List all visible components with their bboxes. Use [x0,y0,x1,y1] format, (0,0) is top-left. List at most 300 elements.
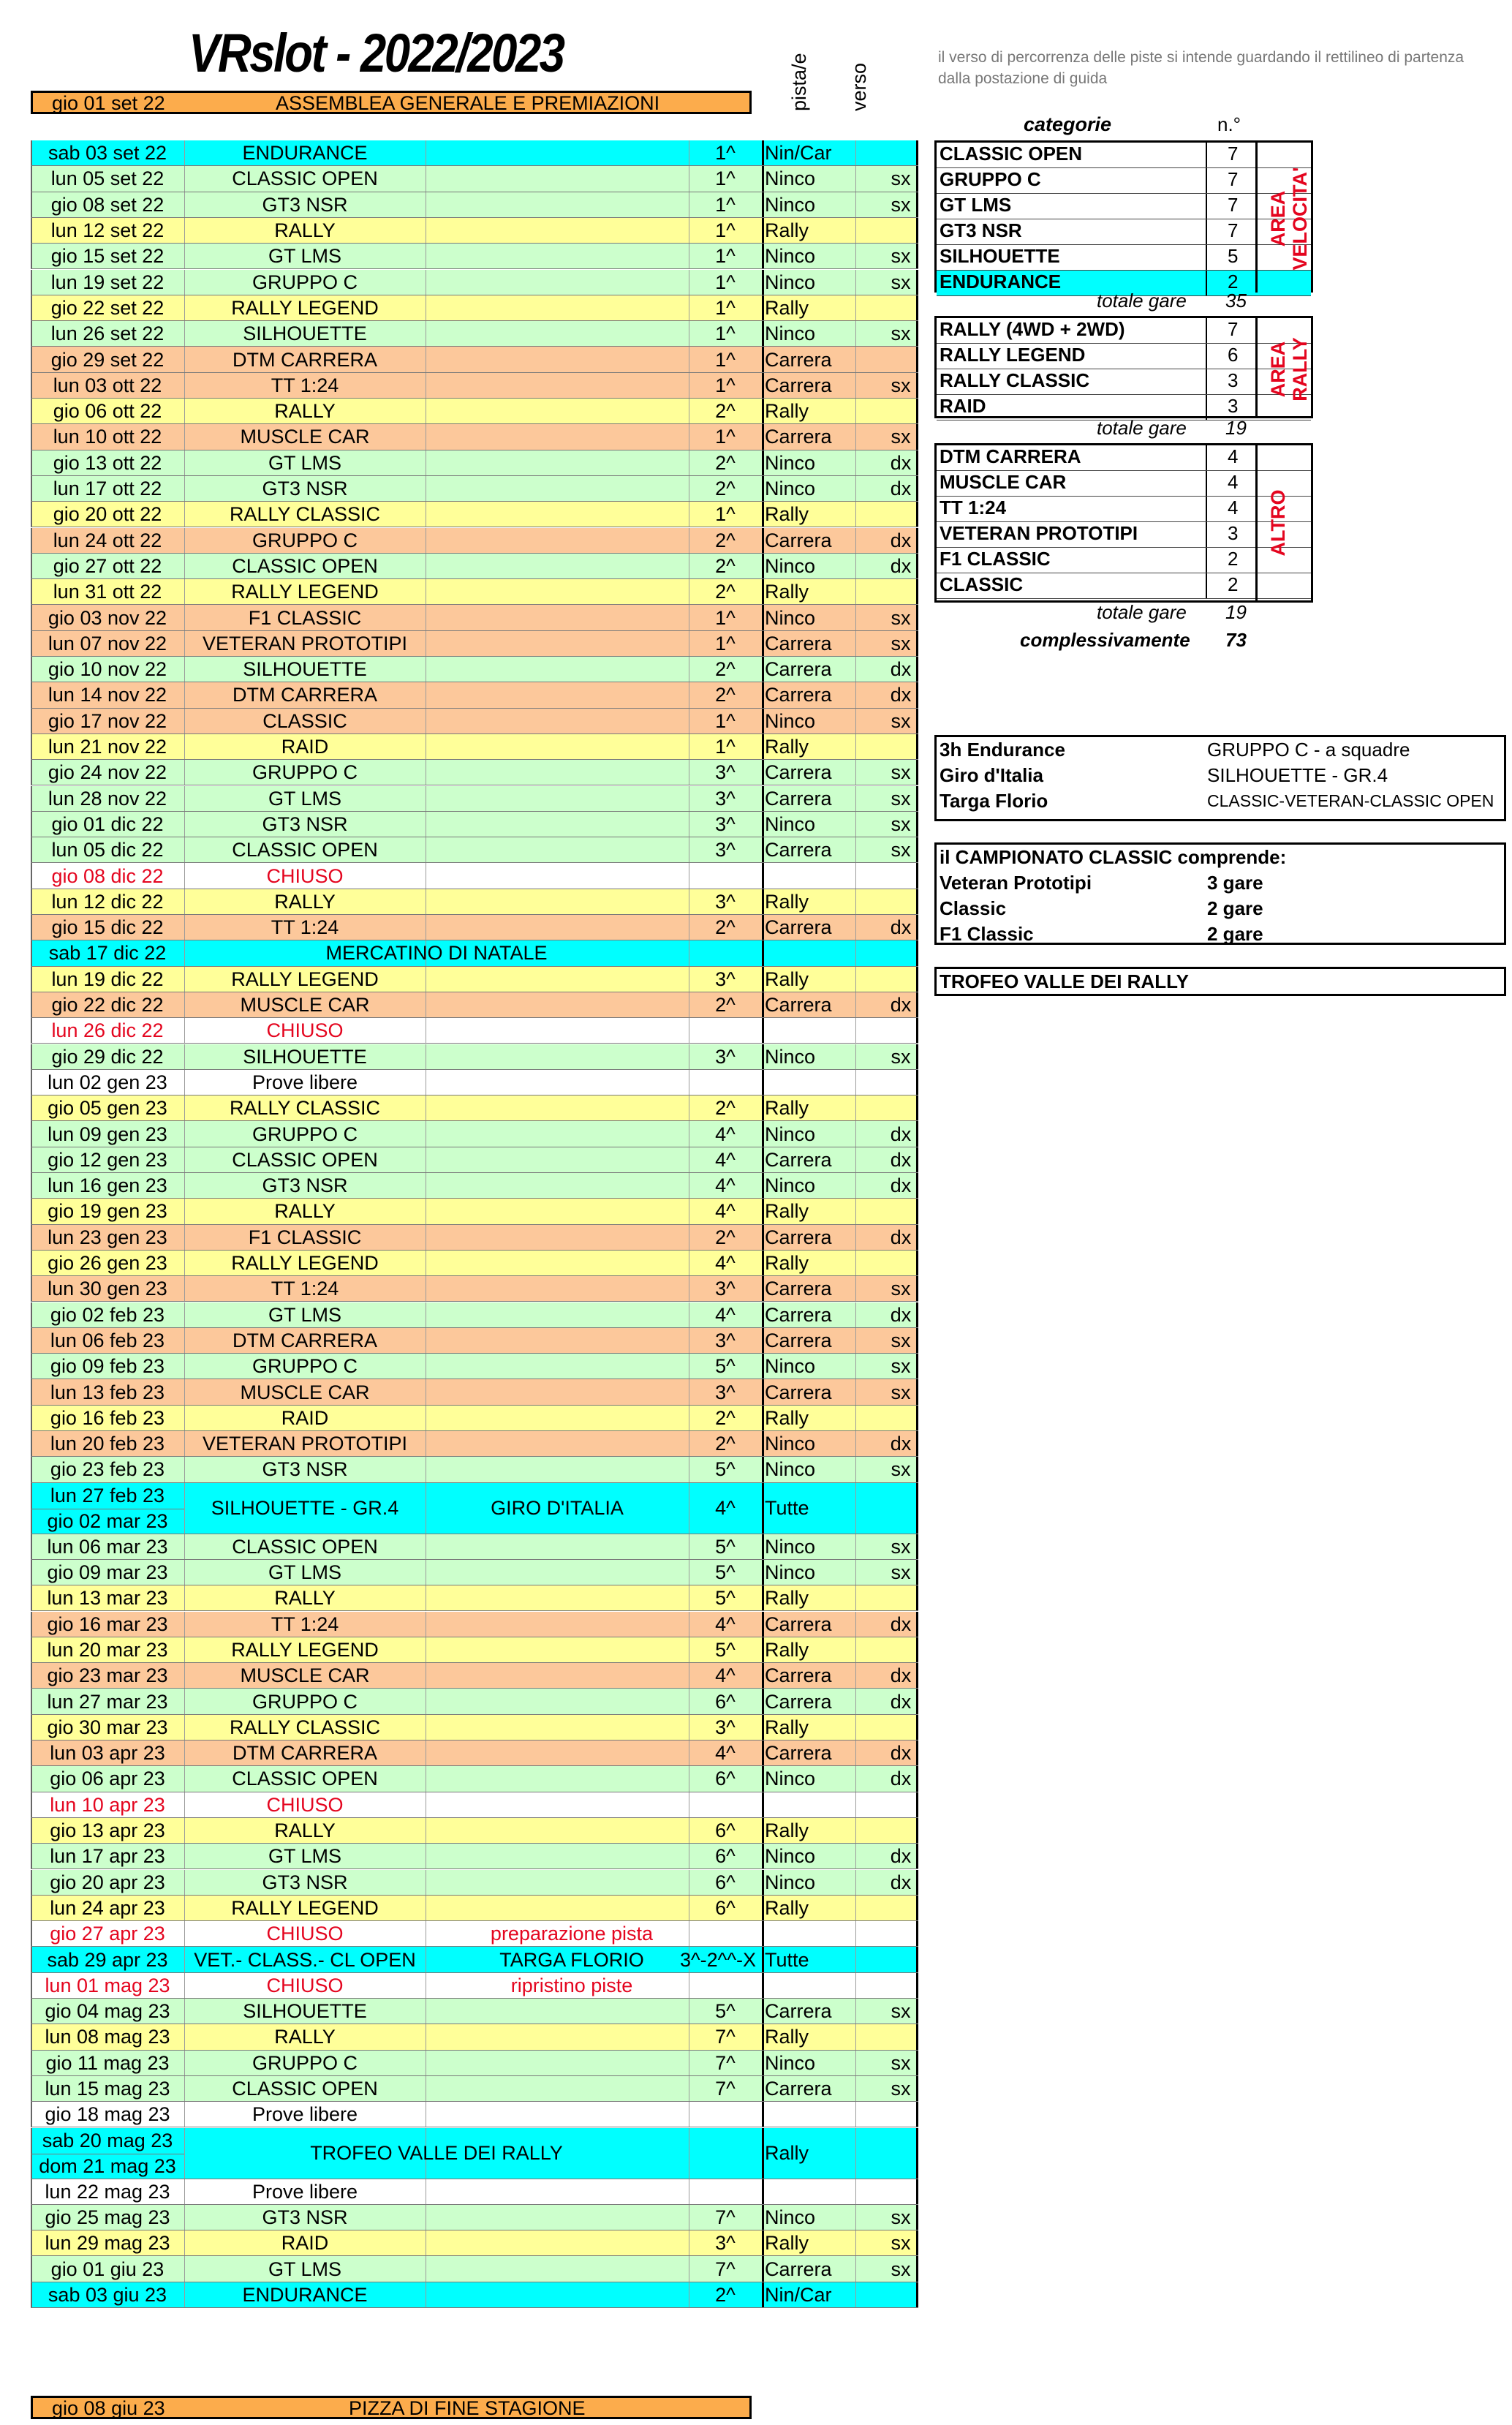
classic-champ-item: Classic [940,897,1007,919]
event-date: lun 23 gen 23 [48,1226,167,1248]
event-date: gio 20 apr 23 [50,1871,165,1893]
event-direction: sx [891,2206,911,2228]
event-name: RALLY LEGEND [231,968,379,990]
event-name: MUSCLE CAR [240,994,370,1017]
event-date: lun 27 mar 23 [47,1690,168,1713]
event-date: lun 24 apr 23 [50,1896,165,1919]
event-name: RALLY CLASSIC [229,1097,381,1120]
event-name: RALLY CLASSIC [229,1716,381,1738]
event-track: Rally [765,890,809,913]
category-name: RALLY LEGEND [940,344,1086,366]
event-name: CLASSIC OPEN [232,1535,378,1558]
event-name: GRUPPO C [252,2051,358,2074]
event-name: CLASSIC [262,709,347,732]
event-track: Ninco [765,709,816,732]
event-extra: GIRO D'ITALIA [491,1497,624,1520]
event-direction: sx [891,426,911,448]
event-track [762,2102,885,2127]
event-name: GT LMS [268,2258,342,2280]
area-velocita-block [934,140,1313,293]
event-name: MERCATINO DI NATALE [325,942,548,965]
category-separator [1206,143,1207,167]
category-separator [1206,219,1207,244]
category-separator [1206,194,1207,219]
event-direction [886,399,915,424]
event-direction [886,863,915,889]
event-name: MUSCLE CAR [240,426,370,448]
event-direction [886,2024,915,2050]
event-track: Ninco [765,1535,816,1558]
event-date: gio 18 mag 23 [45,2103,170,2126]
category-separator [1206,497,1207,521]
event-name: RALLY [274,400,336,423]
event-date: gio 02 mar 23 [47,1509,168,1532]
event-round: 2^ [715,581,736,603]
event-track: Carrera [765,2258,832,2280]
event-track: Ninco [765,271,816,293]
event-date: lun 05 set 22 [50,167,165,190]
category-count: 2 [1228,573,1239,595]
event-date: gio 13 apr 23 [50,1819,165,1842]
event-date: lun 17 apr 23 [50,1845,165,1868]
event-date: gio 16 feb 23 [50,1406,165,1429]
event-direction: dx [890,1433,912,1455]
event-direction: sx [891,2232,911,2255]
event-round: 5^ [715,1535,736,1558]
event-round: 5^ [715,1561,736,1584]
event-round: 3^ [715,2232,736,2255]
event-track: Ninco [765,451,816,474]
event-track: Ninco [765,2206,816,2228]
event-direction: sx [891,245,911,268]
category-name: RALLY (4WD + 2WD) [940,318,1125,340]
event-direction [886,1070,915,1095]
category-name: DTM CARRERA [940,445,1081,467]
event-direction: dx [890,529,912,551]
event-date: gio 15 dic 22 [51,916,164,939]
category-separator [1206,573,1207,598]
event-name: SILHOUETTE [243,658,367,681]
event-date: lun 06 feb 23 [50,1329,165,1351]
category-count: 3 [1228,395,1239,417]
event-round: 2^ [715,1097,736,1120]
event-round: 2^ [715,478,736,500]
event-track: Rally [765,1587,809,1610]
event-round: 1^ [715,142,736,165]
event-round: 6^ [715,1819,736,1842]
event-date: lun 10 ott 22 [53,426,162,448]
event-name: DTM CARRERA [232,1329,377,1351]
event-date: gio 12 gen 23 [48,1148,167,1171]
event-track: Carrera [765,839,832,861]
category-name: MUSCLE CAR [940,471,1067,493]
area-altro-block [934,443,1313,603]
event-track: Carrera [765,1278,832,1300]
event-direction: sx [891,709,911,732]
event-direction [886,2102,915,2127]
event-round: 3^ [715,968,736,990]
event-direction [886,2282,915,2308]
event-name: RALLY [274,2026,336,2048]
event-track: Rally [765,1896,809,1919]
classic-championship-box [934,842,1506,945]
area-separator [1255,316,1258,418]
event-name: RALLY [274,890,336,913]
event-track [762,1018,885,1044]
event-direction: dx [890,451,912,474]
event-round: 3^ [715,839,736,861]
event-track: Ninco [765,1845,816,1868]
event-direction: dx [890,554,912,577]
event-name: GT3 NSR [262,812,348,835]
event-direction [886,1973,915,1999]
event-round: 2^ [715,684,736,706]
event-date: gio 26 gen 23 [48,1252,167,1275]
event-track [762,1973,885,1999]
category-count: 4 [1228,471,1239,493]
event-direction [886,1818,915,1844]
event-name: Prove libere [252,1071,358,1093]
event-date: lun 03 apr 23 [50,1742,165,1765]
category-count: 6 [1228,344,1239,366]
event-date: gio 15 set 22 [50,245,165,268]
special-name: 3h Endurance [940,739,1065,761]
category-separator [1206,318,1207,343]
event-track: Carrera [765,1226,832,1248]
event-track: Nin/Car [765,142,832,165]
event-track: Carrera [765,1690,832,1713]
event-direction [886,140,915,166]
event-date: lun 20 mar 23 [47,1638,168,1661]
event-name: GT LMS [268,245,342,268]
event-name: CHIUSO [266,864,344,887]
event-direction: sx [891,812,911,835]
event-direction: sx [891,1355,911,1378]
top-bar-date: gio 01 set 22 [52,92,165,114]
classic-champ-value: 2 gare [1207,923,1263,945]
event-round: 7^ [715,2206,736,2228]
event-track: Rally [765,219,809,242]
category-separator [1206,522,1207,547]
event-track: Ninco [765,193,816,216]
trofeo-label: TROFEO VALLE DEI RALLY [940,970,1189,992]
event-round [689,2102,762,2127]
event-date: gio 27 ott 22 [53,554,162,577]
event-name: MUSCLE CAR [240,1664,370,1687]
event-round [689,940,762,966]
category-name: GRUPPO C [940,168,1041,190]
event-track [762,940,885,966]
verso-header: verso [848,62,870,111]
event-name: SILHOUETTE [243,323,367,345]
event-date: lun 07 nov 22 [48,632,167,655]
event-name: Prove libere [252,2180,358,2203]
event-date: gio 06 ott 22 [53,400,162,423]
event-direction: dx [890,1742,912,1765]
event-round: 2^ [715,1433,736,1455]
event-name: SILHOUETTE [243,2000,367,2023]
event-name: SILHOUETTE - GR.4 [211,1497,399,1520]
event-name: TT 1:24 [271,916,339,939]
event-date: lun 17 ott 22 [53,478,162,500]
category-count: 7 [1228,318,1239,340]
event-name: GT LMS [268,1303,342,1326]
category-name: TT 1:24 [940,497,1007,518]
event-track: Rally [765,2142,809,2164]
altro-total-label: totale gare [1097,601,1187,623]
event-round: 1^ [715,245,736,268]
event-direction: sx [891,632,911,655]
event-track: Rally [765,296,809,319]
event-round: 2^ [715,2283,736,2306]
event-direction: sx [891,2000,911,2023]
event-round: 1^ [715,709,736,732]
event-direction: dx [890,1226,912,1248]
event-date: lun 31 ott 22 [53,581,162,603]
event-direction: sx [891,271,911,293]
event-round [689,1921,762,1947]
event-direction: sx [891,1329,911,1351]
pista-header: pista/e [788,53,810,111]
event-direction [886,1947,915,1972]
event-direction [886,1018,915,1044]
event-name: CHIUSO [266,1923,344,1945]
event-name: RALLY [274,1587,336,1610]
event-round: 2^ [715,1406,736,1429]
event-date: gio 11 mag 23 [45,2051,170,2074]
event-direction: dx [890,684,912,706]
category-count: 7 [1228,194,1239,216]
category-separator [1206,168,1207,193]
event-track: Ninco [765,1174,816,1197]
event-direction [886,2179,915,2205]
event-name: GRUPPO C [252,529,358,551]
event-name: TT 1:24 [271,1613,339,1635]
event-direction [886,1406,915,1431]
event-direction: sx [891,323,911,345]
event-date: sab 20 mag 23 [42,2129,173,2151]
event-track: Ninco [765,245,816,268]
event-direction [886,218,915,244]
categories-header: categorie [1024,113,1112,135]
category-name: VETERAN PROTOTIPI [940,522,1138,544]
velocita-total-label: totale gare [1097,290,1187,312]
event-date: gio 05 gen 23 [48,1097,167,1120]
event-name: GT3 NSR [262,2206,348,2228]
event-direction: dx [890,1845,912,1868]
event-round: 3^ [715,812,736,835]
event-date: lun 28 nov 22 [48,787,167,810]
classic-champ-item: F1 Classic [940,923,1034,945]
event-date: lun 24 ott 22 [53,529,162,551]
event-extra: ripristino piste [510,1974,633,1996]
event-direction [886,734,915,760]
event-round: 4^ [715,1174,736,1197]
event-date: lun 10 apr 23 [50,1793,165,1816]
event-track: Carrera [765,529,832,551]
classic-champ-value: 3 gare [1207,872,1263,894]
event-track: Rally [765,1638,809,1661]
event-track: Ninco [765,167,816,190]
event-name: CLASSIC OPEN [232,839,378,861]
event-direction [886,1585,915,1611]
event-direction: dx [890,916,912,939]
event-direction [886,1095,915,1121]
event-direction [886,1637,915,1663]
category-name: CLASSIC [940,573,1024,595]
area-rally-block [934,316,1313,418]
event-direction: dx [890,1123,912,1145]
event-round: 3^-2^^-X [679,1948,757,1971]
category-count: 4 [1228,497,1239,518]
event-date: lun 29 mag 23 [45,2232,170,2255]
event-date: lun 08 mag 23 [45,2026,170,2048]
direction-note: il verso di percorrenza delle piste si intende guardando il rettilineo di partenza dalla postazione di guida [938,49,1464,87]
event-direction: sx [891,1278,911,1300]
category-count: 2 [1228,271,1239,293]
event-round: 7^ [715,2078,736,2100]
special-name: Targa Florio [940,790,1048,812]
event-round [689,2179,762,2205]
event-track: Carrera [765,348,832,371]
event-track: Carrera [765,1664,832,1687]
event-round [689,1018,762,1044]
event-track: Ninco [765,323,816,345]
event-track: Rally [765,1252,809,1275]
event-round: 2^ [715,916,736,939]
event-name: GT LMS [268,787,342,810]
event-name: F1 CLASSIC [248,1226,362,1248]
classic-champ-value: 2 gare [1207,897,1263,919]
event-track: Carrera [765,1303,832,1326]
event-date: gio 13 ott 22 [53,451,162,474]
event-name: RALLY LEGEND [231,1252,379,1275]
event-round: 6^ [715,1845,736,1868]
event-name: VETERAN PROTOTIPI [202,1433,408,1455]
event-round: 1^ [715,632,736,655]
event-name: GT3 NSR [262,1871,348,1893]
event-name: VET.- CLASS.- CL OPEN [194,1948,416,1971]
event-track [762,2179,885,2205]
trofeo-box [934,967,1506,996]
row-divider [31,2307,918,2308]
event-track: Carrera [765,1742,832,1765]
event-date: lun 26 dic 22 [51,1019,164,1042]
event-date: lun 19 dic 22 [51,968,164,990]
event-date: gio 08 dic 22 [51,864,164,887]
classic-champ-item: Veteran Prototipi [940,872,1092,894]
event-direction: dx [890,1174,912,1197]
event-direction: sx [891,2051,911,2074]
page-title: VRslot - 2022/2023 [189,23,564,83]
event-name: CHIUSO [266,1019,344,1042]
event-date: gio 24 nov 22 [48,761,167,784]
event-round: 6^ [715,1690,736,1713]
event-track: Ninco [765,1768,816,1790]
event-round: 3^ [715,1045,736,1068]
event-track: Carrera [765,658,832,681]
event-round: 4^ [715,1613,736,1635]
event-round: 2^ [715,994,736,1017]
event-round: 3^ [715,761,736,784]
event-track: Rally [765,1406,809,1429]
event-direction [886,579,915,605]
event-name: GT3 NSR [262,1458,348,1481]
event-name: RALLY LEGEND [231,581,379,603]
category-separator [1206,344,1207,369]
event-date: gio 10 nov 22 [48,658,167,681]
special-value: SILHOUETTE - GR.4 [1207,764,1388,786]
event-direction: dx [890,1690,912,1713]
event-date: sab 03 giu 23 [48,2283,167,2306]
categories-n-header: n.° [1217,113,1241,135]
event-name: CLASSIC OPEN [232,2078,378,2100]
area-label: ALTRO [1267,489,1289,557]
altro-total: 19 [1225,601,1247,623]
event-date: gio 17 nov 22 [48,709,167,732]
event-name: GT3 NSR [262,478,348,500]
event-track: Carrera [765,2000,832,2023]
category-name: RALLY CLASSIC [940,369,1090,391]
event-date: lun 20 feb 23 [50,1433,165,1455]
event-round: 1^ [715,167,736,190]
event-round: 5^ [715,1458,736,1481]
event-direction: sx [891,1381,911,1403]
event-round: 1^ [715,348,736,371]
event-track: Carrera [765,1613,832,1635]
event-date: gio 04 mag 23 [45,2000,170,2023]
event-direction: dx [890,658,912,681]
event-round: 4^ [715,1148,736,1171]
top-bar-event: ASSEMBLEA GENERALE E PREMIAZIONI [276,92,660,114]
event-track: Rally [765,1819,809,1842]
event-date: gio 16 mar 23 [47,1613,168,1635]
event-date: lun 27 feb 23 [50,1484,165,1506]
event-name: GT LMS [268,1845,342,1868]
event-round: 1^ [715,323,736,345]
event-round: 5^ [715,1587,736,1610]
event-name: GT3 NSR [262,1174,348,1197]
category-name: F1 CLASSIC [940,548,1051,570]
event-date: gio 29 dic 22 [51,1045,164,1068]
event-round: 6^ [715,1896,736,1919]
event-name: ENDURANCE [242,2283,368,2306]
event-extra: TARGA FLORIO [499,1948,644,1971]
category-separator [1206,548,1207,573]
specials-box [934,735,1506,821]
event-date: sab 29 apr 23 [47,1948,168,1971]
event-direction [886,889,915,915]
event-round [689,1792,762,1818]
event-date: gio 03 nov 22 [48,606,167,629]
event-name: RAID [281,2232,329,2255]
event-date: gio 01 dic 22 [51,812,164,835]
event-name: RALLY LEGEND [231,296,379,319]
category-name: RAID [940,395,986,417]
event-direction: dx [890,478,912,500]
event-name: ENDURANCE [242,142,368,165]
event-date: lun 13 feb 23 [50,1381,165,1403]
event-date: gio 23 mar 23 [47,1664,168,1687]
event-direction [886,1896,915,1921]
event-date: gio 27 apr 23 [50,1923,165,1945]
event-track: Ninco [765,1458,816,1481]
category-separator [1206,471,1207,496]
event-name: RAID [281,736,329,758]
event-name: RALLY [274,1819,336,1842]
event-round: 1^ [715,193,736,216]
event-name: GT LMS [268,451,342,474]
